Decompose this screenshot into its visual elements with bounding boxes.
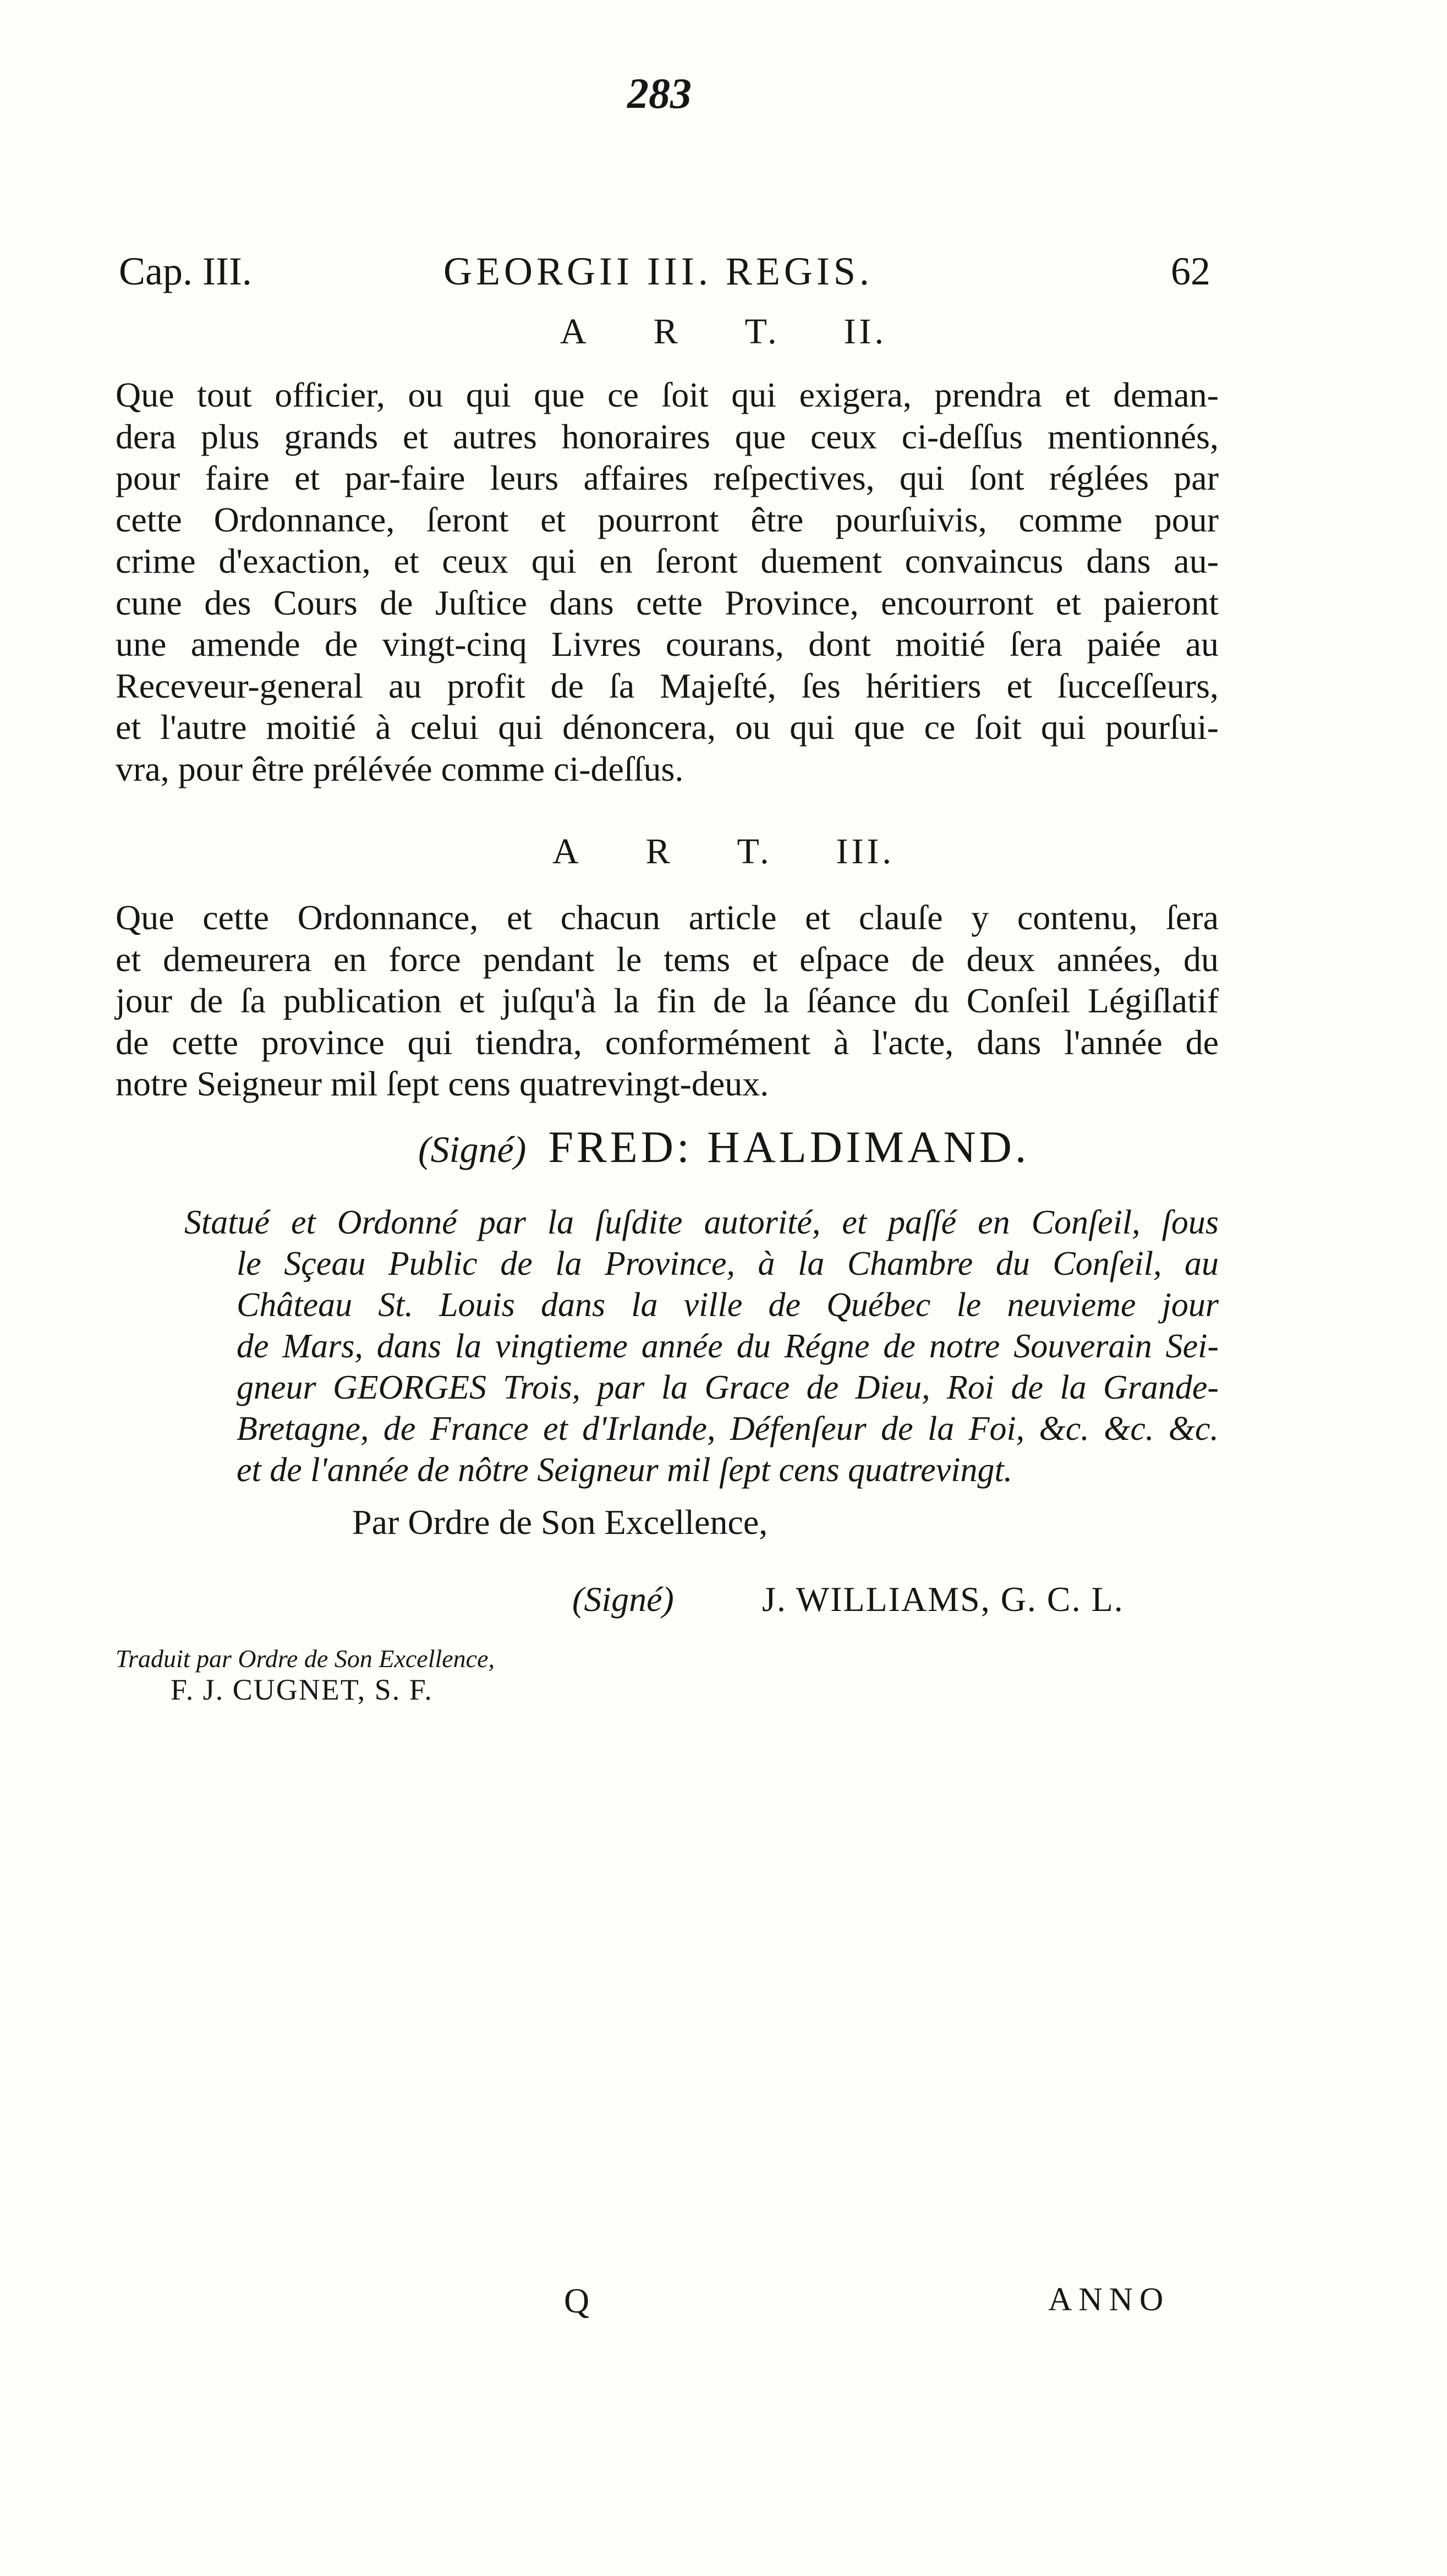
- signed-prefix: (Signé): [572, 1580, 674, 1619]
- governor-signature: [418, 1121, 1029, 1173]
- text-line: crime d'exaction, et ceux qui en ſeront duement convaincus dans au-: [116, 541, 1219, 580]
- text-line: notre Seigneur mil ſept cens quatrevingt-deux.: [116, 1064, 769, 1103]
- catchword: ANNO: [1048, 2281, 1170, 2317]
- text-line: Château St. Louis dans la ville de Québec le neuvieme jour: [237, 1286, 1219, 1324]
- order-line: Par Ordre de Son Excellence,: [352, 1503, 768, 1542]
- article-3-heading: [0, 831, 1447, 873]
- article-3-body: [116, 897, 1219, 1105]
- signed-prefix: (Signé): [418, 1128, 527, 1170]
- text-line: jour de ſa publication et juſqu'à la fin de la ſéance du Conſeil Légiſlatif: [116, 981, 1219, 1020]
- text-line: Que cette Ordonnance, et chacun article et clauſe y contenu, ſera: [116, 898, 1219, 937]
- secretary-name: J. WILLIAMS, G. C. L.: [762, 1580, 1124, 1619]
- text-line: cune des Cours de Juſtice dans cette Province, encourront et paieront: [116, 583, 1219, 622]
- text-line: Receveur-general au profit de ſa Majeſté, ſes héritiers et ſucceſſeurs,: [116, 666, 1219, 705]
- text-line: pour faire et par-faire leurs affaires reſpectives, qui ſont réglées par: [116, 458, 1219, 497]
- text-line: de Mars, dans la vingtieme année du Régne de notre Souverain Sei-: [237, 1328, 1219, 1365]
- text-line: vra, pour être prélévée comme ci-deſſus.: [116, 749, 684, 788]
- text-line: et demeurera en force pendant le tems et eſpace de deux années, du: [116, 939, 1219, 979]
- article-heading-letter: A: [552, 831, 582, 872]
- text-line: le Sçeau Public de la Province, à la Chambre du Conſeil, au: [237, 1245, 1219, 1282]
- article-heading-number: III.: [836, 831, 895, 872]
- text-line: Bretagne, de France et d'Irlande, Défenſeur de la Foi, &c. &c. &c.: [237, 1410, 1219, 1448]
- article-heading-letter: T.: [737, 831, 772, 872]
- translator-name: F. J. CUGNET, S. F.: [171, 1673, 433, 1706]
- translation-note: Traduit par Ordre de Son Excellence,: [116, 1645, 495, 1673]
- text-line: et l'autre moitié à celui qui dénoncera, ou qui que ce ſoit qui pourſui-: [116, 708, 1219, 747]
- enactment-clause: [184, 1202, 1219, 1491]
- signatory-name: FRED: HALDIMAND.: [548, 1122, 1030, 1172]
- article-heading-number: II.: [843, 311, 887, 352]
- article-heading-letter: R: [653, 311, 681, 352]
- text-line: et de l'année de nôtre Seigneur mil ſept cens quatrevingt.: [237, 1451, 1013, 1489]
- running-head-chapter: Cap. III.: [119, 249, 252, 293]
- text-line: dera plus grands et autres honoraires que ceux ci-deſſus mentionnés,: [116, 416, 1219, 456]
- folio-number: 283: [627, 69, 692, 117]
- text-line: gneur GEORGES Trois, par la Grace de Dieu, Roi de la Grande-: [237, 1369, 1219, 1406]
- running-head-page: 62: [1171, 249, 1210, 293]
- text-line: une amende de vingt-cinq Livres courans, dont moitié ſera paiée au: [116, 624, 1219, 664]
- text-line: cette Ordonnance, ſeront et pourront être pourſuivis, comme pour: [116, 500, 1219, 539]
- article-heading-letter: R: [645, 831, 673, 872]
- article-heading-letter: T.: [744, 311, 780, 352]
- running-head-title: GEORGII III. REGIS.: [443, 249, 873, 293]
- text-line: de cette province qui tiendra, conformément à l'acte, dans l'année de: [116, 1022, 1219, 1062]
- article-2-heading: [0, 311, 1447, 353]
- article-heading-letter: A: [560, 311, 590, 352]
- running-head: [119, 249, 1210, 298]
- article-2-body: [116, 374, 1219, 790]
- signature-mark: Q: [564, 2281, 590, 2320]
- text-line: Que tout officier, ou qui que ce ſoit qui exigera, prendra et deman-: [116, 375, 1219, 414]
- secretary-signature: [572, 1579, 1221, 1620]
- text-line: Statué et Ordonné par la ſuſdite autorité, et paſſé en Conſeil, ſous: [184, 1204, 1219, 1241]
